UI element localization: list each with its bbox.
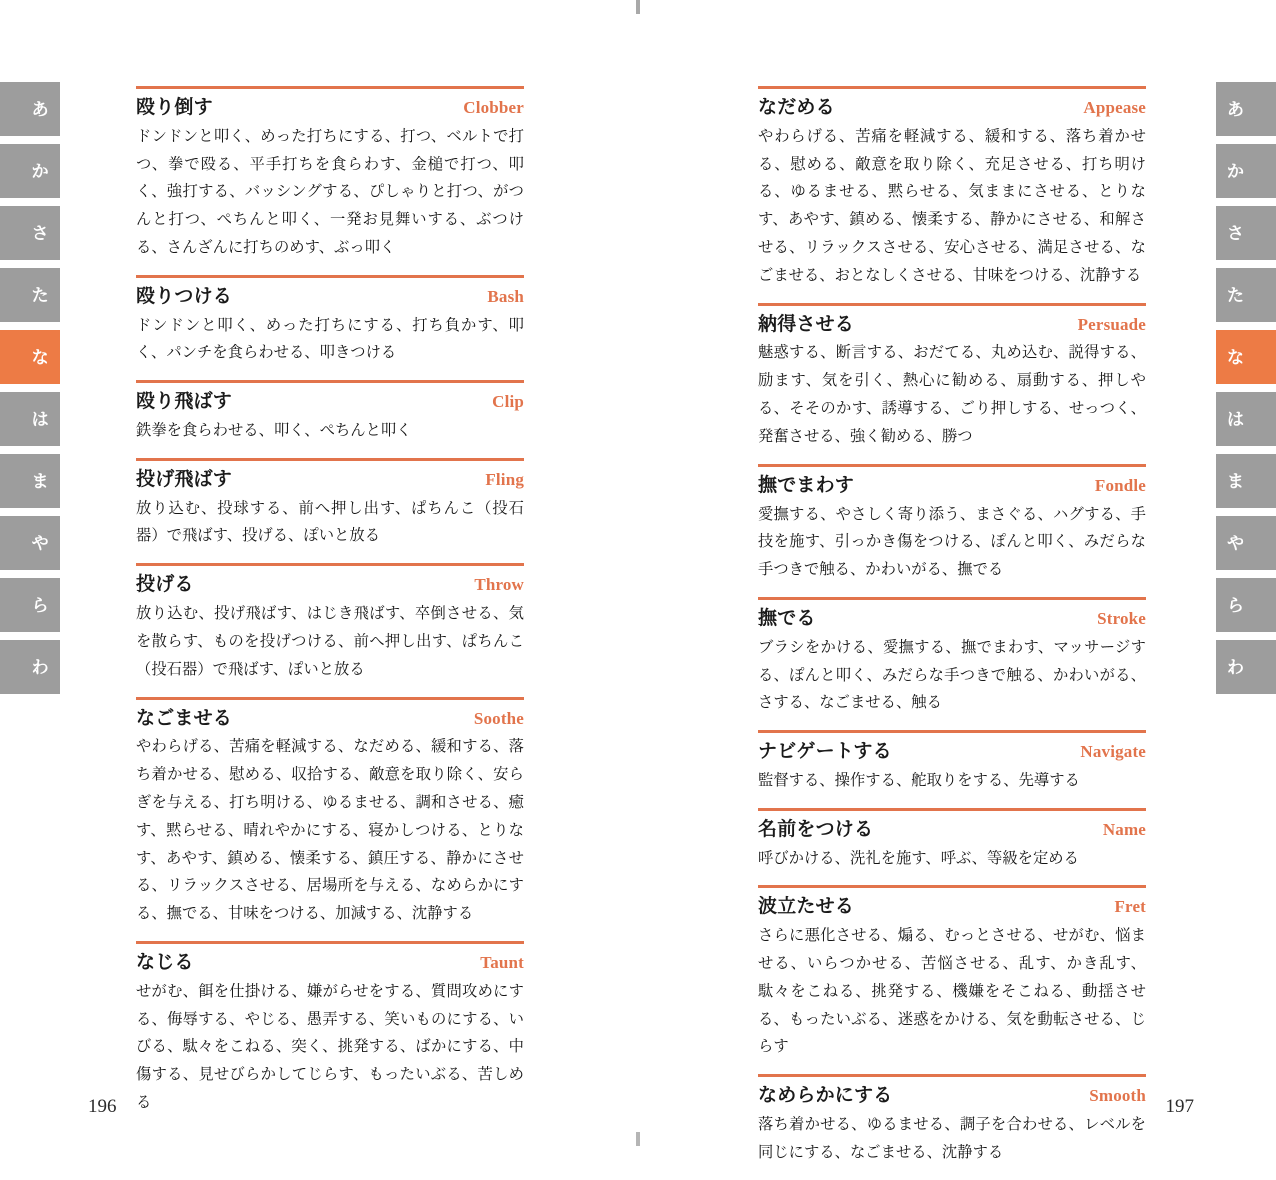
entry-english-gloss: Navigate	[1080, 742, 1146, 762]
dictionary-entry	[136, 458, 524, 550]
index-tab-label: あ	[31, 99, 49, 119]
index-tab-label: わ	[31, 657, 49, 677]
dictionary-entry	[758, 597, 1146, 717]
dictionary-entry	[758, 303, 1146, 451]
entry-header	[136, 468, 524, 492]
entry-divider-rule	[136, 380, 524, 383]
dictionary-entry	[758, 885, 1146, 1061]
entry-synonym-list: ドンドンと叩く、めった打ちにする、打ち負かす、叩く、パンチを食らわせる、叩きつける	[136, 316, 524, 362]
entry-english-gloss: Bash	[487, 286, 524, 306]
index-tab-label: ら	[31, 595, 49, 615]
index-tab-label: か	[1227, 161, 1245, 181]
entry-header	[758, 1084, 1146, 1108]
entry-header	[136, 707, 524, 731]
entry-header	[136, 390, 524, 414]
entry-synonym-list: 監督する、操作する、舵取りをする、先導する	[758, 772, 1080, 789]
entry-synonym-list: 落ち着かせる、ゆるませる、調子を合わせる、レベルを同じにする、なごませる、沈静する	[758, 1116, 1146, 1161]
dictionary-entry	[136, 380, 524, 445]
entry-header	[758, 607, 1146, 631]
dictionary-entry	[136, 941, 524, 1117]
folio-right: 197	[1165, 1096, 1194, 1117]
index-tab-label: な	[1227, 347, 1245, 367]
page-left	[136, 86, 524, 1130]
entry-header	[758, 474, 1146, 498]
index-tab-label: や	[1227, 533, 1245, 553]
index-tab-label: ま	[31, 471, 49, 491]
index-tab-label: た	[1227, 285, 1245, 305]
entry-headword: 名前をつける	[758, 818, 874, 840]
entry-headword: 殴り倒す	[136, 97, 213, 118]
entry-synonym-list: 放り込む、投球する、前へ押し出す、ぱちんこ（投石器）で飛ばす、投げる、ぽいと放る	[136, 499, 524, 545]
entry-english-gloss: Clobber	[463, 98, 524, 117]
index-tab-label: た	[31, 285, 49, 305]
entry-header	[758, 895, 1146, 919]
entry-divider-rule	[136, 563, 524, 566]
entry-headword: なめらかにする	[758, 1085, 893, 1107]
entry-divider-rule	[758, 885, 1146, 888]
index-tab-label: か	[31, 161, 49, 181]
dictionary-entry	[758, 86, 1146, 290]
index-tab-label: わ	[1227, 657, 1245, 677]
entry-english-gloss: Fling	[485, 469, 524, 489]
entry-header	[758, 818, 1146, 842]
entry-headword: 撫でる	[758, 608, 816, 630]
entry-english-gloss: Clip	[492, 392, 524, 412]
entry-headword: 納得させる	[758, 313, 854, 335]
entry-headword: ナビゲートする	[758, 741, 892, 763]
entry-english-gloss: Smooth	[1089, 1086, 1146, 1106]
entry-header	[136, 285, 524, 309]
index-tab-label: な	[31, 347, 49, 367]
dictionary-entry	[136, 563, 524, 683]
index-tab-label: は	[31, 409, 49, 429]
entry-divider-rule	[758, 730, 1146, 733]
entry-divider-rule	[136, 697, 524, 700]
entry-header	[136, 573, 524, 597]
entry-synonym-list: 鉄拳を食らわせる、叩く、ぺちんと叩く	[136, 422, 412, 440]
folio-left: 196	[88, 1096, 117, 1117]
entry-divider-rule	[758, 597, 1146, 600]
entry-english-gloss: Persuade	[1077, 314, 1146, 334]
entry-synonym-list: 魅惑する、断言する、おだてる、丸め込む、説得する、励ます、気を引く、熱心に勧める、扇動する、押しやる、そそのかす、誘導する、ごり押しする、せっつく、発奮させる、強く勧める、勝つ	[758, 344, 1146, 445]
entry-english-gloss: Appease	[1083, 98, 1146, 117]
entry-headword: なだめる	[758, 97, 835, 118]
entry-headword: 投げ飛ばす	[136, 468, 232, 490]
dictionary-entry	[136, 697, 524, 929]
entry-english-gloss: Name	[1102, 819, 1146, 839]
entry-divider-rule	[758, 86, 1146, 89]
entry-headword: なごませる	[136, 707, 232, 729]
entry-divider-rule	[136, 86, 524, 89]
entry-headword: 殴りつける	[136, 285, 232, 307]
entry-synonym-list: 愛撫する、やさしく寄り添う、まさぐる、ハグする、手技を施す、引っかき傷をつける、ぽんと叩く、みだらな手つきで触る、かわいがる、撫でる	[758, 505, 1146, 579]
index-tab-label: ら	[1227, 595, 1245, 615]
entry-synonym-list: せがむ、餌を仕掛ける、嫌がらせをする、質問攻めにする、侮辱する、やじる、愚弄する、笑いものにする、いびる、駄々をこねる、突く、挑発する、ばかにする、中傷する、見せびらかしてじらす、もったいぶる、苦しめる	[136, 982, 524, 1112]
entry-header	[758, 96, 1146, 120]
entry-divider-rule	[136, 275, 524, 278]
entry-headword: 投げる	[136, 574, 194, 596]
entry-divider-rule	[758, 808, 1146, 811]
index-tab-label: さ	[1227, 223, 1245, 243]
entry-synonym-list: ブラシをかける、愛撫する、撫でまわす、マッサージする、ぽんと叩く、みだらな手つきで触る、かわいがる、さする、なごませる、触る	[758, 638, 1146, 712]
entry-header	[136, 951, 524, 975]
entry-synonym-list: やわらげる、苦痛を軽減する、なだめる、緩和する、落ち着かせる、慰める、収拾する、敵意を取り除く、安らぎを与える、打ち明ける、ゆるませる、調和させる、癒す、黙らせる、晴れやかにする、寝かしつける、とりなす、あやす、鎮める、懐柔する、鎮圧する、静かにさせる、リラックスさせる、居場所を与える、なめらかにする、撫でる、甘味をつける、加減する、沈静する	[136, 738, 524, 923]
entry-english-gloss: Soothe	[473, 708, 524, 728]
dictionary-entry	[758, 464, 1146, 584]
entry-headword: 殴り飛ばす	[136, 391, 232, 413]
entry-synonym-list: さらに悪化させる、煽る、むっとさせる、せがむ、悩ませる、いらつかせる、苦悩させる、乱す、かき乱す、駄々をこねる、挑発する、機嫌をそこねる、動揺させる、もったいぶる、迷惑をかける、気を動転させる、じらす	[758, 927, 1146, 1056]
entry-header	[758, 313, 1146, 337]
entry-headword: 波立たせる	[758, 896, 854, 918]
entry-headword: 撫でまわす	[758, 474, 854, 496]
entry-divider-rule	[136, 458, 524, 461]
entry-english-gloss: Taunt	[480, 953, 524, 973]
page-right	[758, 86, 1146, 1180]
entry-header	[136, 96, 524, 120]
entry-divider-rule	[758, 464, 1146, 467]
index-tab-label: ま	[1227, 471, 1245, 491]
entry-headword: なじる	[136, 952, 194, 974]
dictionary-entry	[758, 1074, 1146, 1166]
entry-synonym-list: 放り込む、投げ飛ばす、はじき飛ばす、卒倒させる、気を散らす、ものを投げつける、前へ押し出す、ぱちんこ（投石器）で飛ばす、ぽいと放る	[136, 605, 524, 678]
entry-divider-rule	[758, 303, 1146, 306]
entry-synonym-list: やわらげる、苦痛を軽減する、緩和する、落ち着かせる、慰める、敵意を取り除く、充足させる、打ち明ける、ゆるませる、黙らせる、気ままにさせる、とりなす、あやす、鎮める、懐柔する、静かにさせる、和解させる、リラックスさせる、安心させる、満足させる、なごませる、おとなしくさせる、甘味をつける、沈静する	[758, 127, 1146, 284]
entry-english-gloss: Stroke	[1097, 609, 1146, 629]
entry-synonym-list: ドンドンと叩く、めった打ちにする、打つ、ベルトで打つ、拳で殴る、平手打ちを食らわす、金槌で打つ、叩く、強打する、バッシングする、ぴしゃりと打つ、がつんと打つ、ぺちんと叩く、一発お見舞いする、ぶつける、さんざんに打ちのめす、ぶっ叩く	[136, 127, 524, 257]
dictionary-entry	[758, 730, 1146, 795]
index-tab-label: や	[31, 533, 49, 553]
index-tab-label: さ	[31, 223, 49, 243]
entry-divider-rule	[136, 941, 524, 944]
entry-synonym-list: 呼びかける、洗礼を施す、呼ぶ、等級を定める	[758, 849, 1079, 867]
entry-header	[758, 740, 1146, 764]
entry-divider-rule	[758, 1074, 1146, 1077]
index-tab-label: あ	[1227, 99, 1245, 119]
entry-english-gloss: Fondle	[1094, 475, 1146, 495]
dictionary-entry	[758, 808, 1146, 873]
entry-english-gloss: Throw	[474, 575, 524, 595]
dictionary-entry	[136, 275, 524, 367]
dictionary-entry	[136, 86, 524, 262]
entry-english-gloss: Fret	[1114, 897, 1146, 917]
index-tab-label: は	[1227, 409, 1245, 429]
